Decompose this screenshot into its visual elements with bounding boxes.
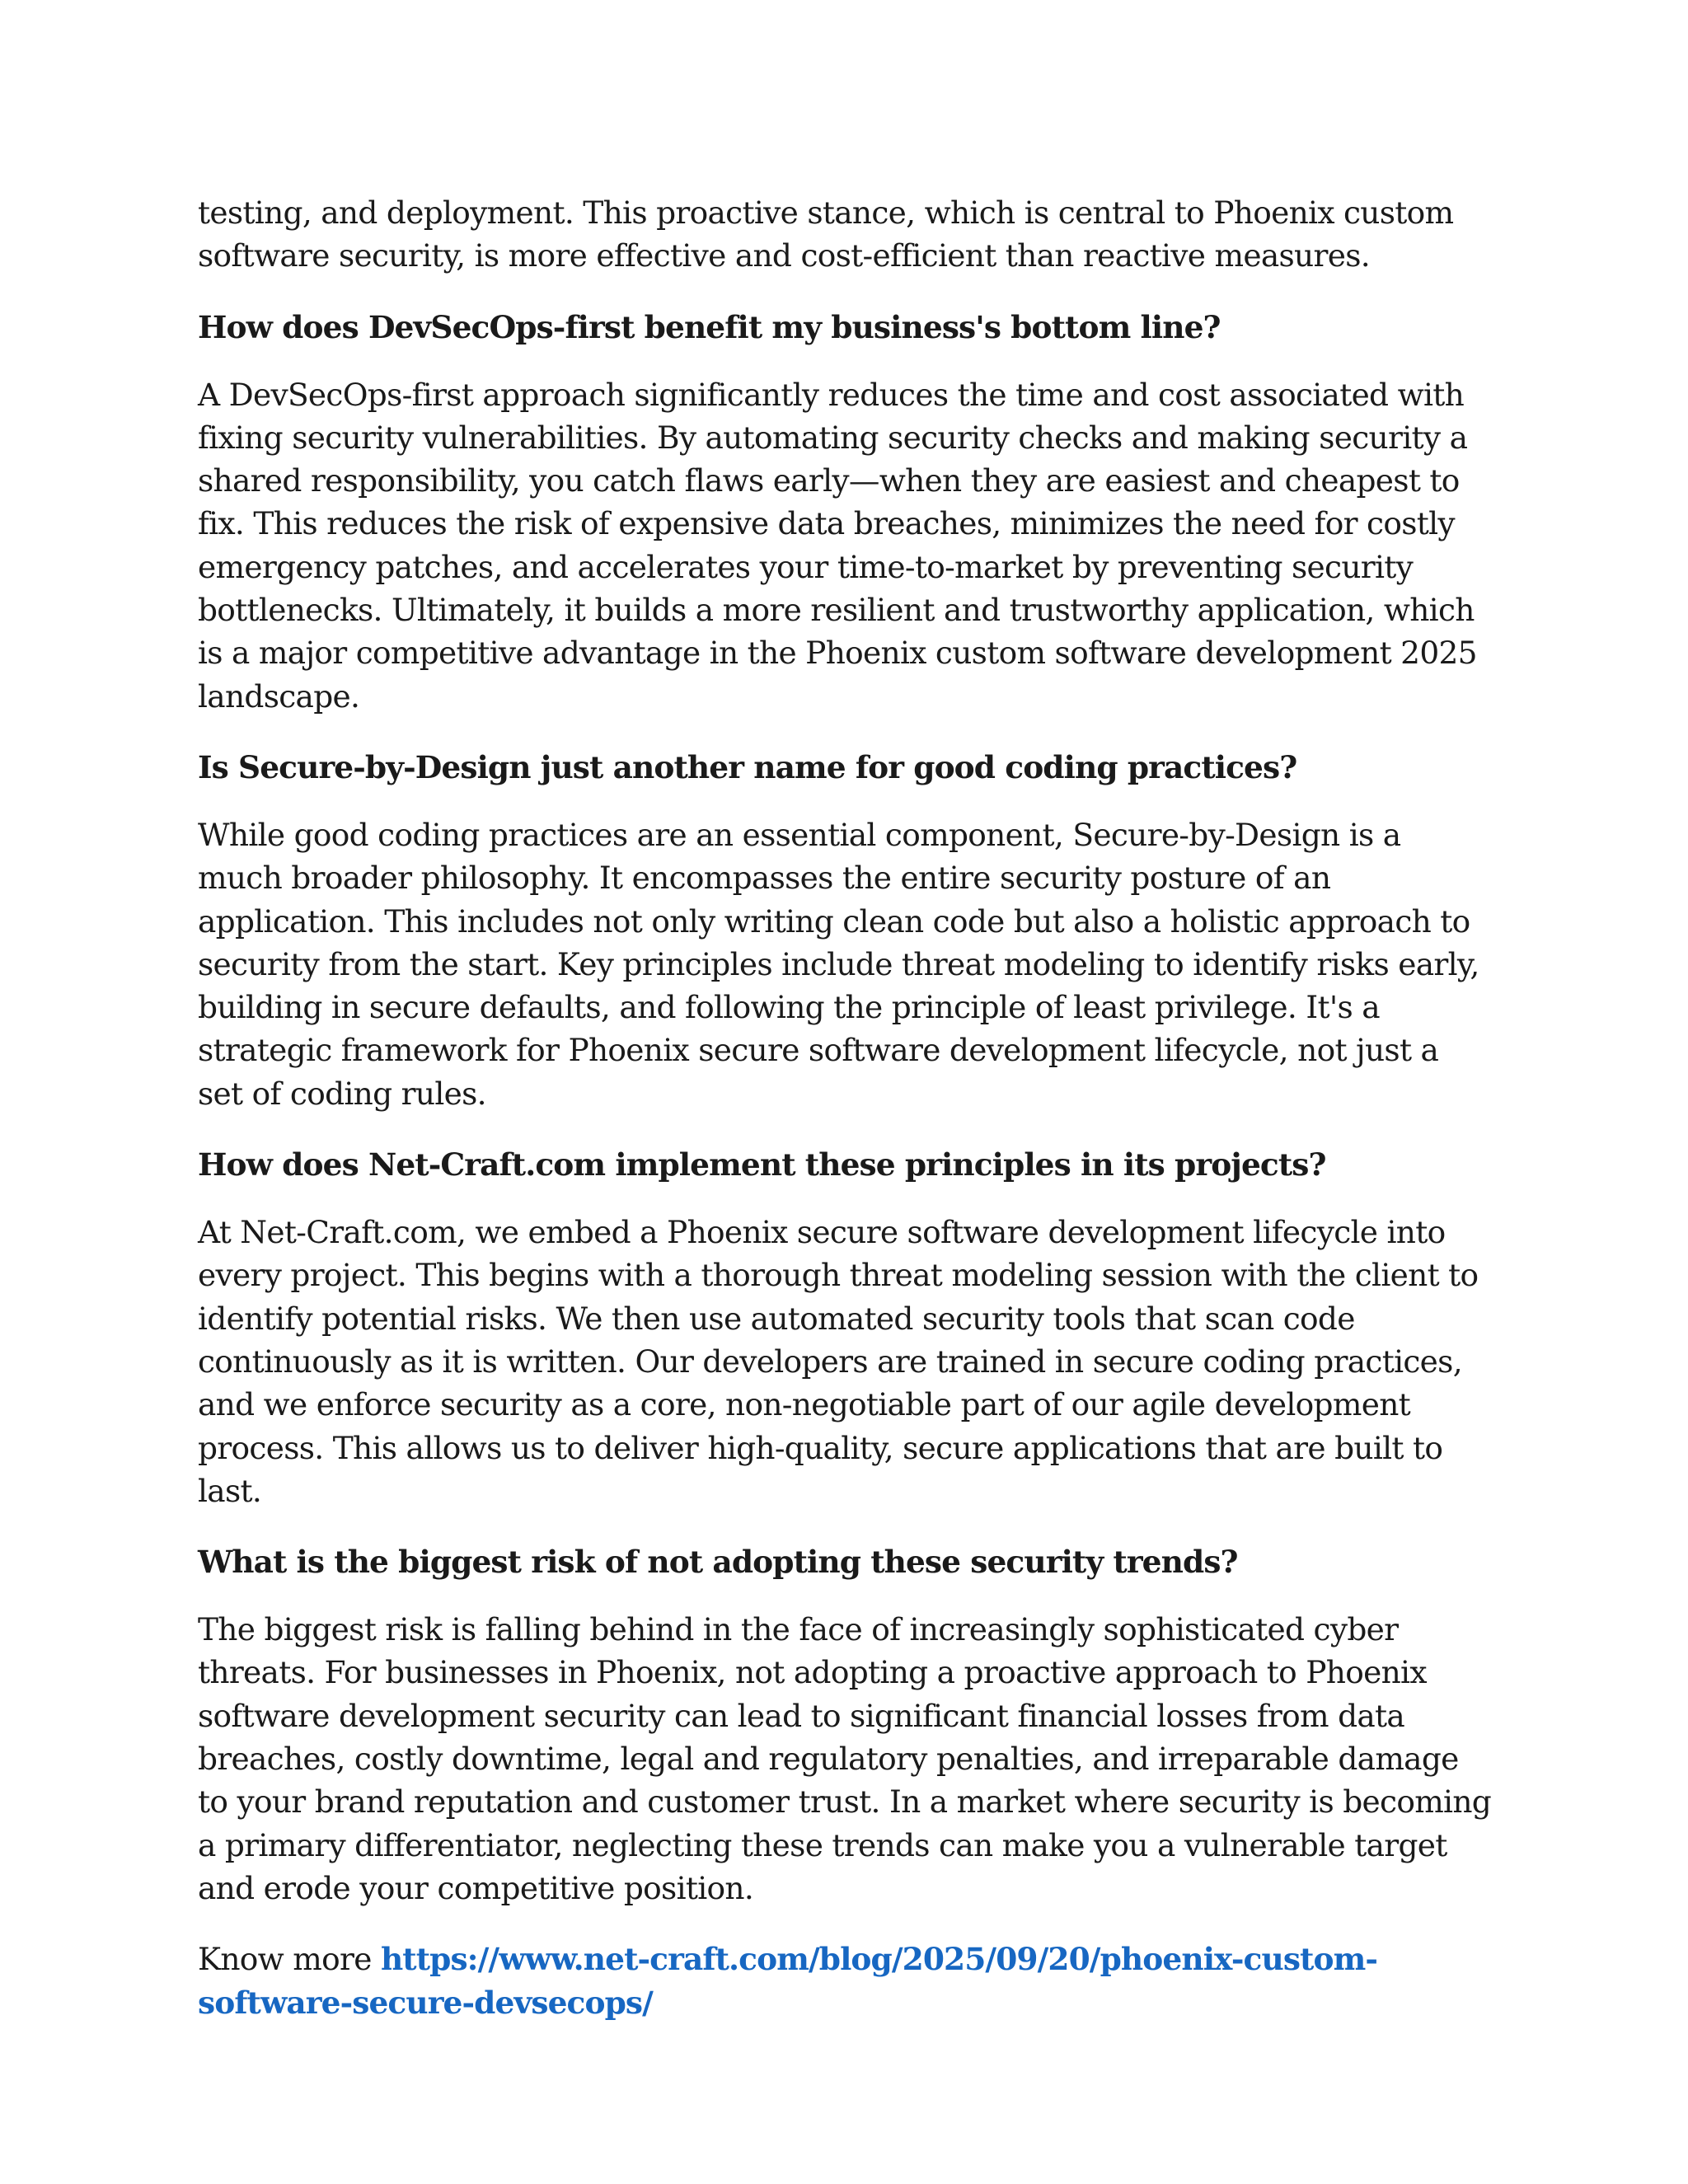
- intro-paragraph: testing, and deployment. This proactive stance, which is central to Phoenix custom software security, is more effective and cost-efficient than reactive measures.: [198, 194, 1454, 274]
- faq-item: [198, 1540, 1492, 1910]
- faq-question: How does DevSecOps-first benefit my business's bottom line?: [198, 308, 1221, 345]
- faq-answer: A DevSecOps-first approach significantly reduces the time and cost associated with fixing security vulnerabilities. By automating security checks and making security a shared responsibility, you catch flaws early—when they are easiest and cheapest to fix. This reduces the risk of expensive data breaches, minimizes the need for costly emergency patches, and accelerates your time-to-market by preventing security bottlenecks. Ultimately, it builds a more resilient and trustworthy application, which is a major competitive advantage in the Phoenix custom software development 2025 landscape.: [198, 376, 1477, 715]
- faq-answer: At Net-Craft.com, we embed a Phoenix secure software development lifecycle into every project. This begins with a thorough threat modeling session with the client to identify potential risks. We then use automated security tools that scan code continuously as it is written. Our developers are trained in secure coding practices, and we enforce security as a core, non-negotiable part of our agile development process. This allows us to deliver high-quality, secure applications that are built to last.: [198, 1214, 1479, 1509]
- document-page: [198, 191, 1492, 2024]
- know-more-label: Know more: [198, 1941, 381, 1978]
- faq-question: What is the biggest risk of not adopting these security trends?: [198, 1544, 1238, 1581]
- faq-question: Is Secure-by-Design just another name for good coding practices?: [198, 748, 1297, 785]
- know-more-line: [198, 1938, 1492, 2024]
- article-link[interactable]: https://www.net-craft.com/blog/2025/09/20/phoenix-custom-software-secure-devsecops/: [198, 1941, 1378, 2021]
- faq-item: [198, 1143, 1492, 1512]
- faq-item: [198, 746, 1492, 1115]
- faq-question: How does Net-Craft.com implement these principles in its projects?: [198, 1146, 1326, 1183]
- faq-answer: The biggest risk is falling behind in the face of increasingly sophisticated cyber threats. For businesses in Phoenix, not adopting a proactive approach to Phoenix software development security can lead to significant financial losses from data breaches, costly downtime, legal and regulatory penalties, and irreparable damage to your brand reputation and customer trust. In a market where security is becoming a primary differentiator, neglecting these trends can make you a vulnerable target and erode your competitive position.: [198, 1611, 1492, 1906]
- faq-item: [198, 306, 1492, 718]
- faq-answer: While good coding practices are an essential component, Secure-by-Design is a much broader philosophy. It encompasses the entire security posture of an application. This includes not only writing clean code but also a holistic approach to security from the start. Key principles include threat modeling to identify risks early, building in secure defaults, and following the principle of least privilege. It's a strategic framework for Phoenix secure software development lifecycle, not just a set of coding rules.: [198, 816, 1479, 1112]
